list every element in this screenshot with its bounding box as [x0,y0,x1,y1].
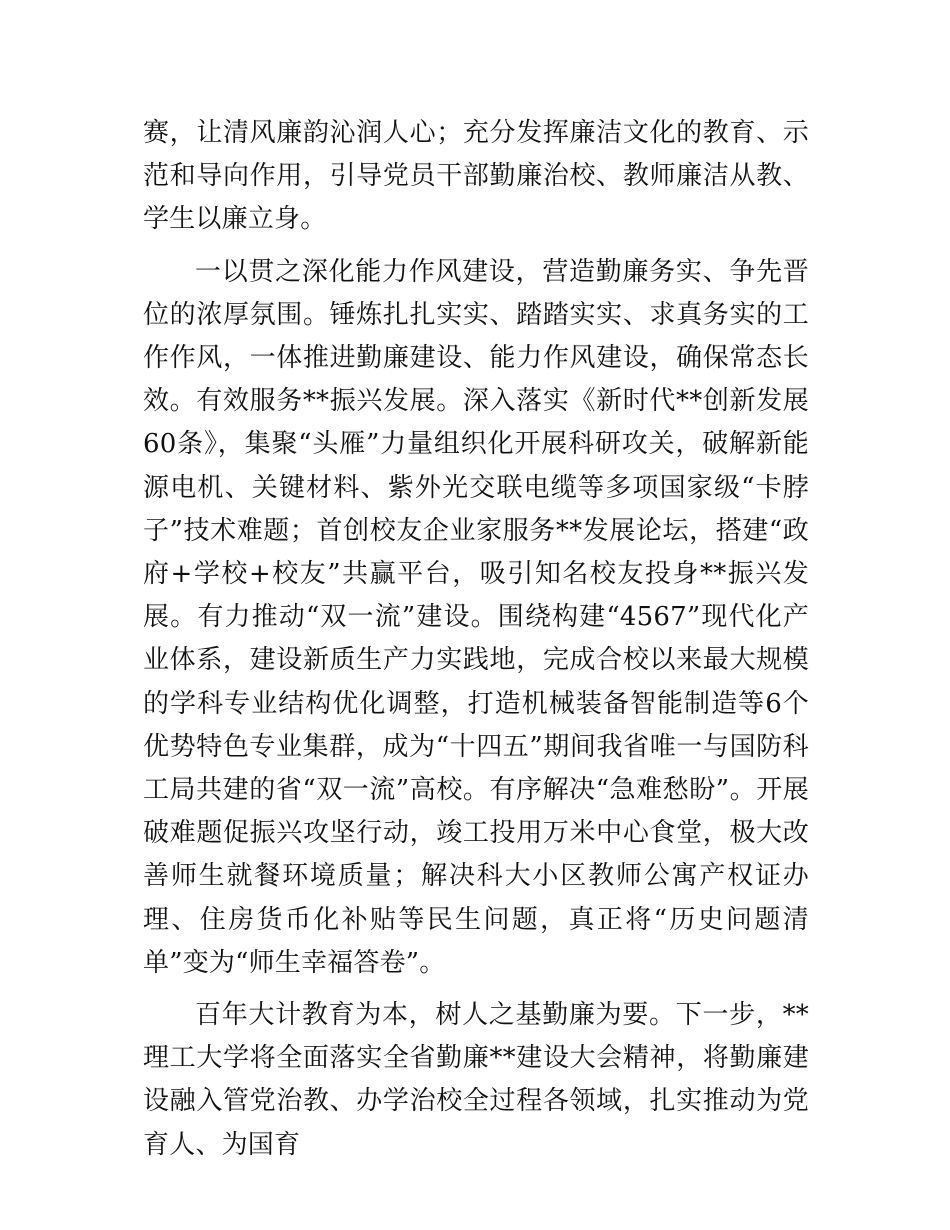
paragraph-capability-style: 一以贯之深化能力作风建设，营造勤廉务实、争先晋位的浓厚氛围。锤炼扎扎实实、踏踏实实、求真务实的工作作风，一体推进勤廉建设、能力作风建设，确保常态长效。有效服务**振兴发展。深入落实《新时代**创新发展60条》，集聚“头雁”力量组织化开展科研攻关，破解新能源电机、关键材料、紫外光交联电缆等多项国家级“卡脖子”技术难题；首创校友企业家服务**发展论坛，搭建“政府+学校+校友”共赢平台，吸引知名校友投身**振兴发展。有力推动“双一流”建设。围绕构建“4567”现代化产业体系，建设新质生产力实践地，完成合校以来最大规模的学科专业结构优化调整，打造机械装备智能制造等6个优势特色专业集群，成为“十四五”期间我省唯一与国防科工局共建的省“双一流”高校。有序解决“急难愁盼”。开展破难题促振兴攻坚行动，竣工投用万米中心食堂，极大改善师生就餐环境质量；解决科大小区教师公寓产权证办理、住房货币化补贴等民生问题，真正将“历史问题清单”变为“师生幸福答卷”。 [143,256,809,978]
document-body [143,112,809,1167]
paragraph-continuation: 赛，让清风廉韵沁润人心；充分发挥廉洁文化的教育、示范和导向作用，引导党员干部勤廉治校、教师廉洁从教、学生以廉立身。 [143,118,809,235]
paragraph-next-steps: 百年大计教育为本，树人之基勤廉为要。下一步，**理工大学将全面落实全省勤廉**建设大会精神，将勤廉建设融入管党治教、办学治校全过程各领域，扎实推动为党育人、为国育 [143,1000,809,1160]
